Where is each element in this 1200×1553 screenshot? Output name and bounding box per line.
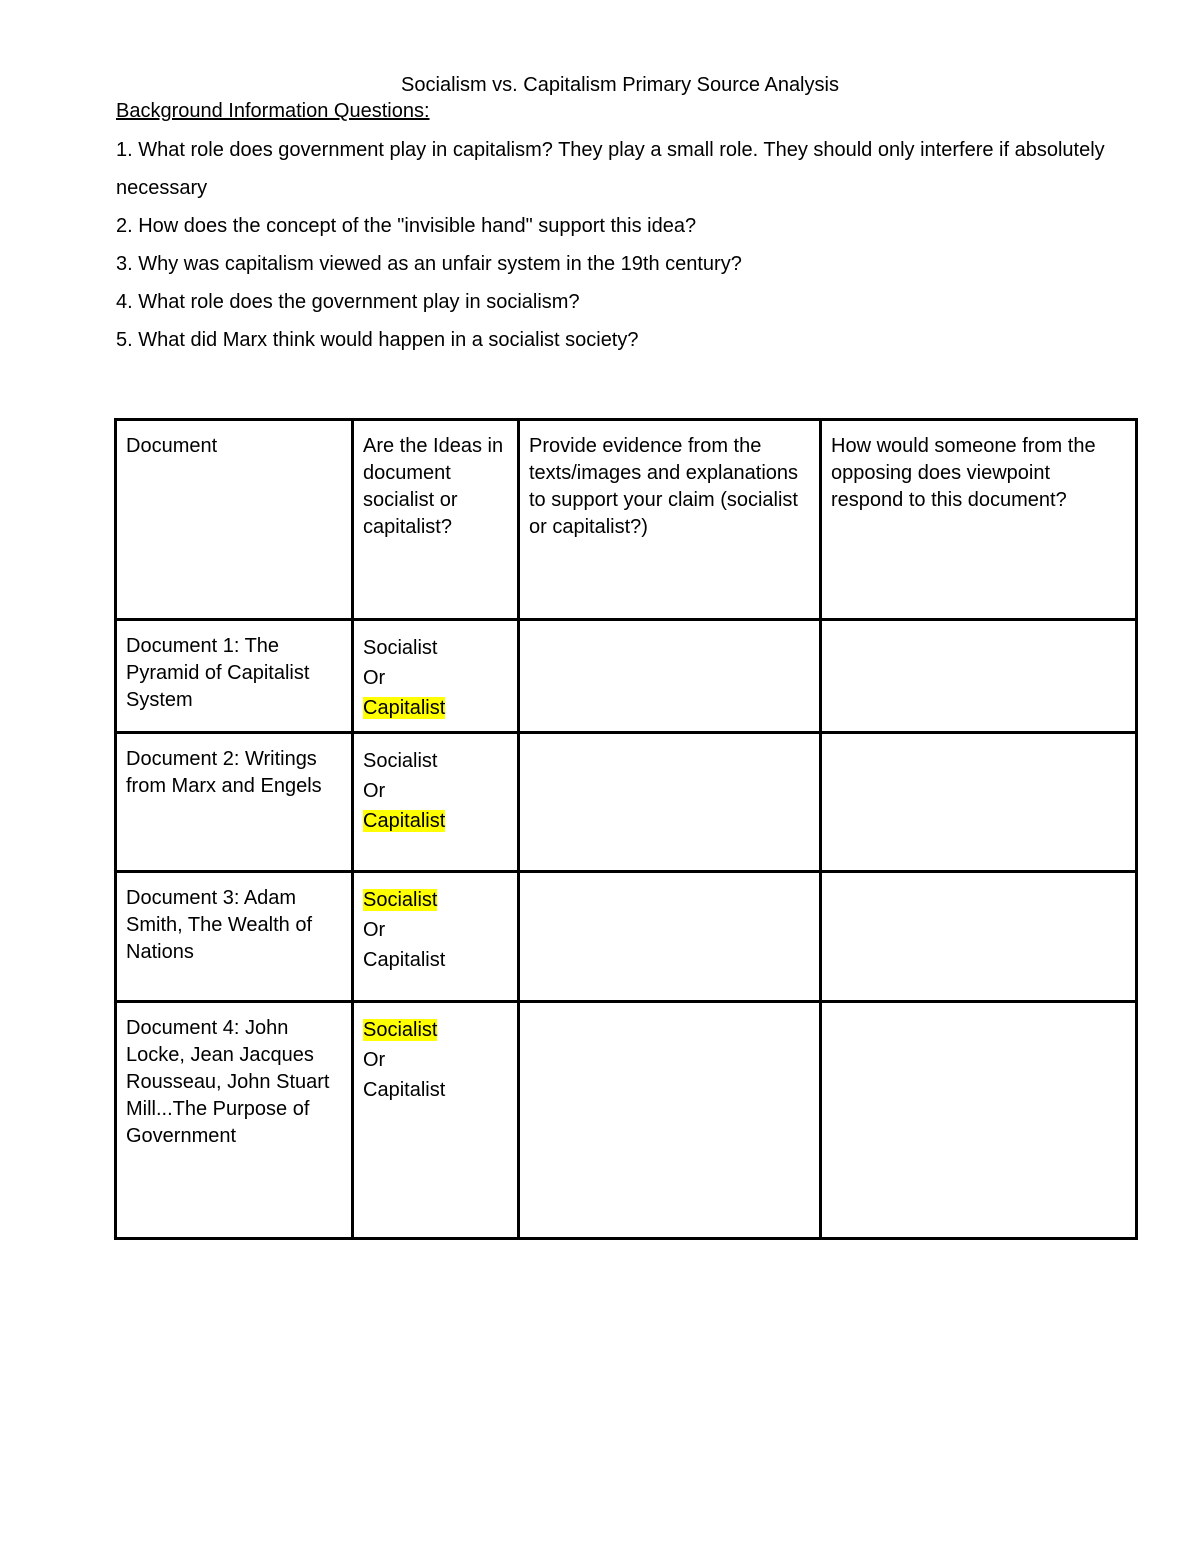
background-heading: Background Information Questions: [116, 100, 430, 122]
evidence-cell[interactable] [519, 620, 821, 733]
table-header-row [116, 420, 1137, 620]
header-ideas: Are the Ideas in document socialist or capitalist? [353, 420, 519, 620]
classification-cell[interactable] [353, 1002, 519, 1239]
opposing-cell[interactable] [821, 733, 1137, 872]
analysis-table [114, 418, 1138, 1240]
classification-cell[interactable] [353, 733, 519, 872]
header-opposing: How would someone from the opposing does viewpoint respond to this document? [821, 420, 1137, 620]
choice-capitalist[interactable]: Capitalist [363, 949, 446, 971]
evidence-cell[interactable] [519, 872, 821, 1002]
header-evidence: Provide evidence from the texts/images and explanations to support your claim (socialist or capitalist?) [519, 420, 821, 620]
table-row [116, 733, 1137, 872]
question-2: 2. How does the concept of the "invisible hand" support this idea? [116, 215, 697, 237]
choice-capitalist[interactable]: Capitalist [363, 697, 446, 719]
choice-socialist[interactable]: Socialist [363, 637, 438, 659]
question-list [116, 131, 1106, 359]
opposing-cell[interactable] [821, 620, 1137, 733]
page-title: Socialism vs. Capitalism Primary Source Analysis [401, 74, 839, 96]
choice-socialist[interactable]: Socialist [363, 750, 438, 772]
document-cell: Document 2: Writings from Marx and Engels [116, 733, 353, 872]
choice-or: Or [363, 919, 386, 941]
choice-or: Or [363, 667, 386, 689]
classification-cell[interactable] [353, 872, 519, 1002]
evidence-cell[interactable] [519, 1002, 821, 1239]
choice-socialist[interactable]: Socialist [363, 889, 438, 911]
document-cell: Document 4: John Locke, Jean Jacques Rousseau, John Stuart Mill...The Purpose of Government [116, 1002, 353, 1239]
table-row [116, 872, 1137, 1002]
opposing-cell[interactable] [821, 872, 1137, 1002]
question-5: 5. What did Marx think would happen in a socialist society? [116, 329, 639, 351]
document-cell: Document 3: Adam Smith, The Wealth of Nations [116, 872, 353, 1002]
choice-capitalist[interactable]: Capitalist [363, 810, 446, 832]
opposing-cell[interactable] [821, 1002, 1137, 1239]
choice-or: Or [363, 780, 386, 802]
question-4: 4. What role does the government play in socialism? [116, 291, 580, 313]
table-row [116, 1002, 1137, 1239]
document-cell: Document 1: The Pyramid of Capitalist System [116, 620, 353, 733]
question-1: 1. What role does government play in capitalism? They play a small role. They should only interfere if absolutely necessary [116, 139, 1105, 199]
question-3: 3. Why was capitalism viewed as an unfair system in the 19th century? [116, 253, 742, 275]
classification-cell[interactable] [353, 620, 519, 733]
choice-capitalist[interactable]: Capitalist [363, 1079, 446, 1101]
evidence-cell[interactable] [519, 733, 821, 872]
table-row [116, 620, 1137, 733]
header-document: Document [116, 420, 353, 620]
choice-socialist[interactable]: Socialist [363, 1019, 438, 1041]
choice-or: Or [363, 1049, 386, 1071]
